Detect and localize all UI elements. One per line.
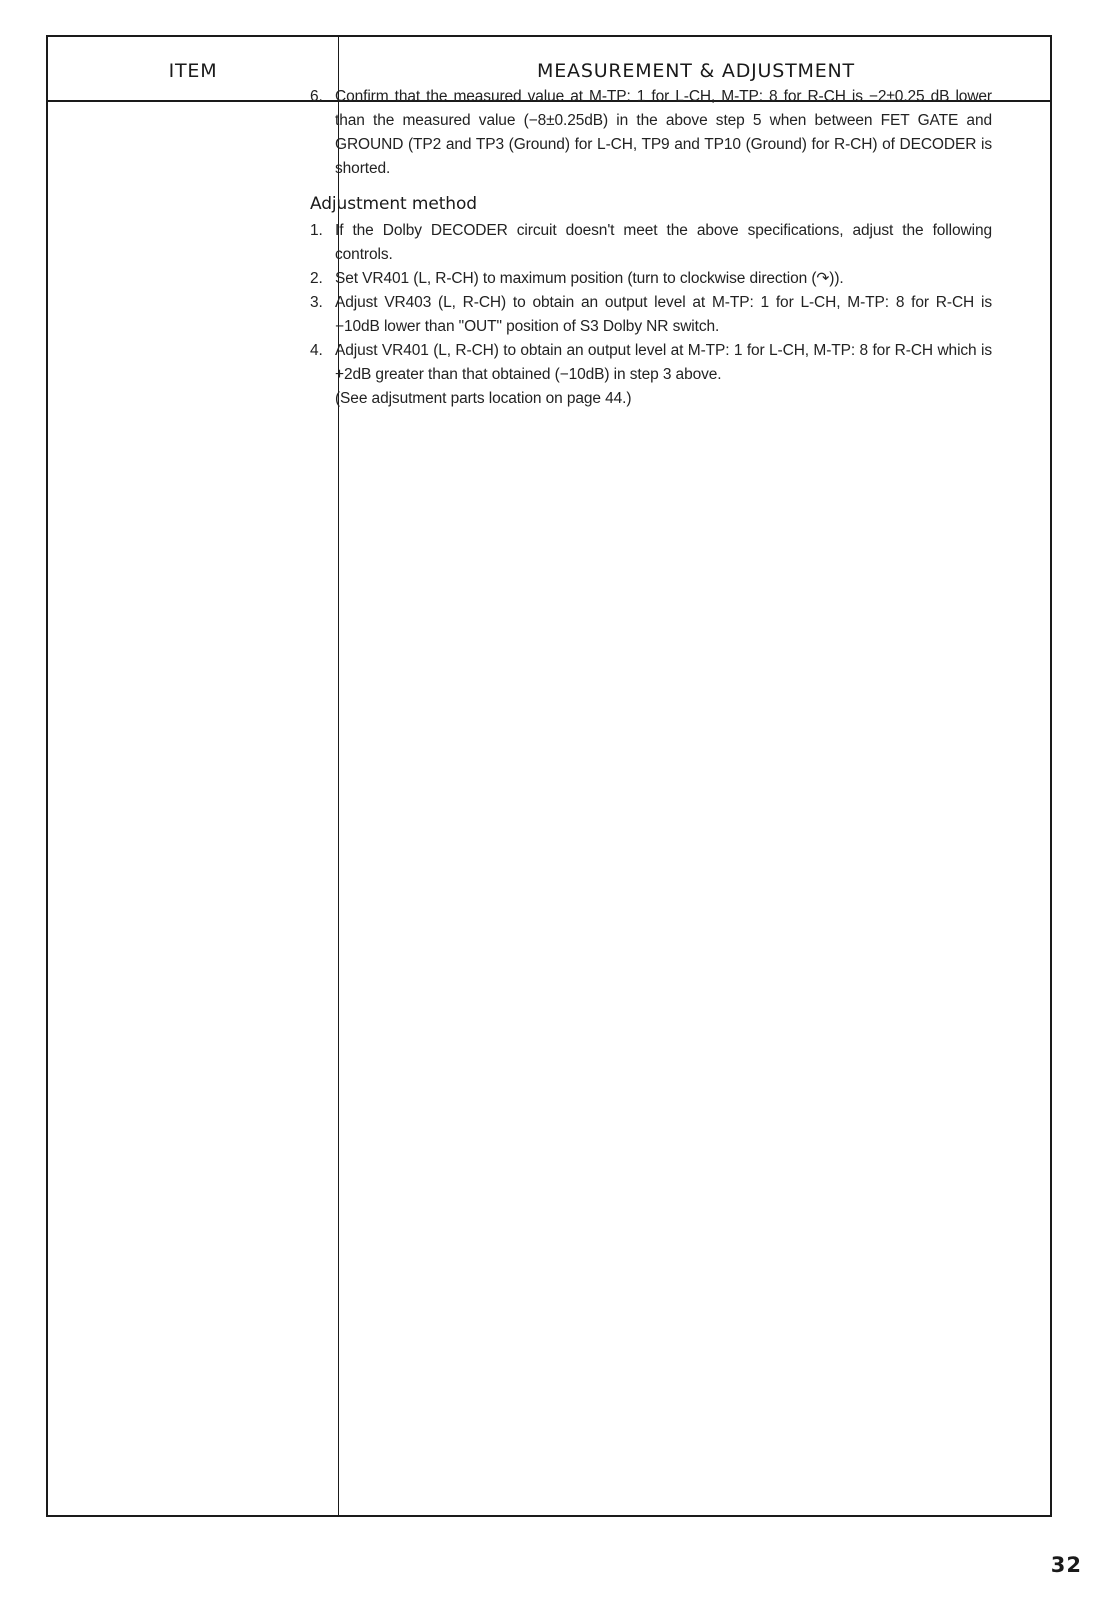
column-header-measurement: MEASUREMENT & ADJUSTMENT	[537, 60, 855, 82]
step-text: Set VR401 (L, R-CH) to maximum position (turn to clockwise direction (↷)).	[335, 270, 844, 287]
step-number: 4.	[310, 342, 323, 359]
measurement-content	[310, 85, 992, 411]
step-text: Confirm that the measured value at M-TP: 1 for L-CH, M-TP: 8 for R-CH is −2±0.25 dB lower than the measured value (−8±0.25dB) in the above step 5 when between FET GATE and GROUND (TP2 and TP3 (Ground) for L-CH, TP9 and TP10 (Ground) for R-CH) of DECODER is shorted.	[335, 88, 992, 177]
adjustment-method-heading: Adjustment method	[310, 194, 477, 214]
step-text: If the Dolby DECODER circuit doesn't meet the above specifications, adjust the following controls.	[335, 222, 992, 263]
step-number: 1.	[310, 222, 323, 239]
adjustment-step-4	[310, 339, 992, 387]
step-text: Adjust VR401 (L, R-CH) to obtain an output level at M-TP: 1 for L-CH, M-TP: 8 for R-CH which is +2dB greater than that obtained (−10dB) in step 3 above.	[335, 342, 992, 383]
step-number: 3.	[310, 294, 323, 311]
adjustment-step-2	[310, 267, 992, 291]
adjustment-step-1	[310, 219, 992, 267]
adjustment-step-3	[310, 291, 992, 339]
parts-location-note: (See adjsutment parts location on page 44.)	[335, 390, 632, 407]
step-number: 2.	[310, 270, 323, 287]
step-text: Adjust VR403 (L, R-CH) to obtain an output level at M-TP: 1 for L-CH, M-TP: 8 for R-CH is −10dB lower than "OUT" position of S3 Dolby NR switch.	[335, 294, 992, 335]
step-number: 6.	[310, 88, 323, 105]
column-header-item: ITEM	[168, 60, 218, 82]
step-6	[310, 85, 992, 181]
page-number: 32	[1050, 1553, 1082, 1577]
